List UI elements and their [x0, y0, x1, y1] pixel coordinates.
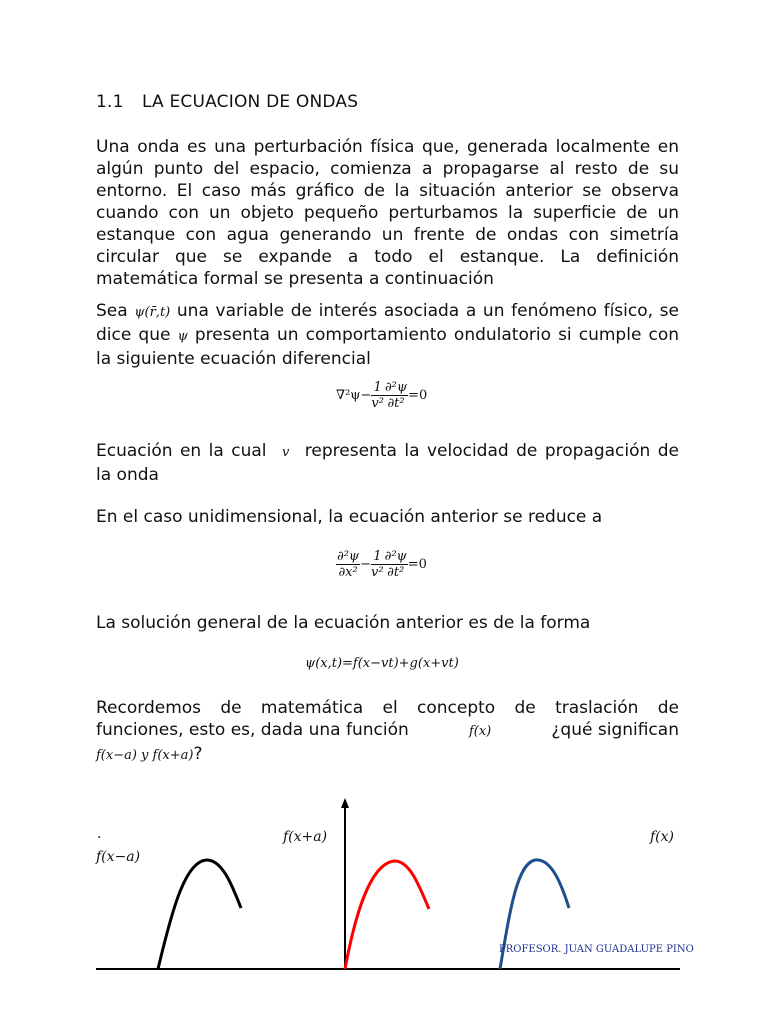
unidimensional-paragraph: En el caso unidimensional, la ecuación anterior se reduce a: [96, 507, 603, 527]
intro-paragraph: Una onda es una perturbación física que, generada localmente en algún punto del espacio, comienza a propagarse al resto de su entorno. El caso más gráfico de la situación anterior se observa cuando con un objeto pequeño perturbamos la superficie de un estanque con agua generando un frente de ondas con simetría circular que se expande a todo el estanque. La definición matemática formal se presenta a continuación: [96, 137, 679, 289]
wave-equation-3d: [336, 380, 427, 411]
definition-paragraph: [96, 300, 679, 370]
definition-mid1: una variable de interés asociada a un fenómeno físico, se dice que: [96, 301, 679, 345]
graph-dot: .: [97, 826, 102, 842]
velocity-symbol: v: [281, 445, 290, 460]
section-heading: [96, 92, 358, 112]
curve-f-x-plus-a: [345, 861, 429, 969]
eq1-frac1: $\frac{1}{\text{v²}}$: [371, 380, 384, 411]
wave-equation-1d: $\frac{\text{∂²ψ}}{\text{∂x²}}$ − $\frac{1}{\text{v²}}$ $\frac{\text{∂²ψ}}{\text{∂t²}}$ =0: [337, 549, 427, 580]
psi-r-t: ψ(r̄,t): [134, 305, 171, 320]
eq1-frac2: $\frac{\text{∂²ψ}}{\text{∂t²}}$: [384, 380, 408, 411]
translation-line3: f(x−a) y f(x+a)?: [96, 744, 203, 764]
label-f-x-plus-a: f(x+a): [283, 829, 328, 845]
translation-paragraph: [96, 697, 679, 767]
eq2-fracA: $\frac{\text{∂²ψ}}{\text{∂x²}}$: [337, 549, 360, 580]
translation-line2: funciones, esto es, dada una función f(x) ¿qué significan: [96, 719, 679, 743]
psi-symbol: ψ: [177, 329, 188, 344]
eq2-frac2: $\frac{\text{∂²ψ}}{\text{∂t²}}$: [384, 549, 407, 580]
solution-paragraph: La solución general de la ecuación anterior es de la forma: [96, 613, 591, 633]
section-number: 1.1: [96, 92, 124, 112]
fx-symbol: f(x): [468, 724, 492, 739]
section-title: LA ECUACION DE ONDAS: [142, 92, 359, 112]
velocity-paragraph: [96, 440, 679, 486]
curve-f-x-minus-a: [158, 860, 241, 969]
velocity-end: representa la velocidad de propagación de la onda: [96, 441, 679, 485]
label-f-x-minus-a: f(x−a): [96, 849, 141, 865]
y-axis-arrow: [341, 798, 349, 808]
footer-author: PROFESOR. JUAN GUADALUPE PINO: [499, 944, 694, 955]
definition-start: Sea: [96, 301, 128, 321]
translation-line1: Recordemos de matemática el concepto de traslación de: [96, 698, 679, 718]
eq2-frac1: $\frac{1}{\text{v²}}$: [371, 549, 384, 580]
label-f-x: f(x): [650, 829, 675, 845]
velocity-start: Ecuación en la cual: [96, 441, 267, 461]
definition-mid2: presenta un comportamiento ondulatorio si cumple con la siguiente ecuación diferencial: [96, 325, 680, 369]
general-solution-equation: ψ(x,t)=f(x−vt)+g(x+vt): [305, 656, 459, 671]
eq1-lhs: ∇²ψ−: [336, 388, 372, 403]
eq1-rhs: =0: [408, 388, 428, 403]
